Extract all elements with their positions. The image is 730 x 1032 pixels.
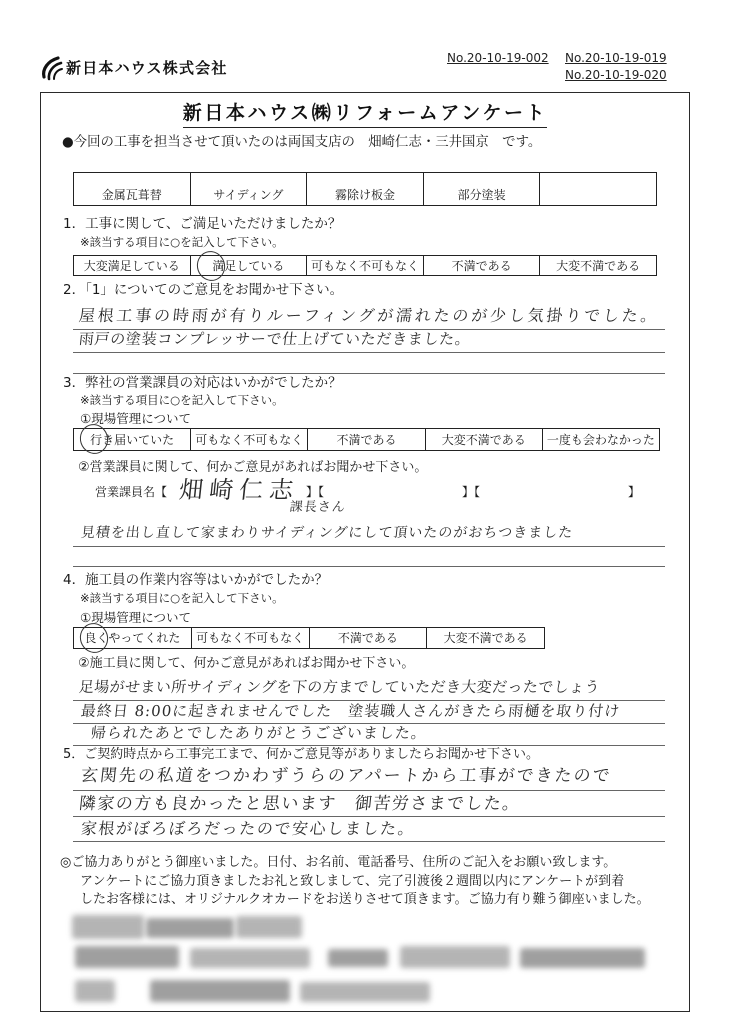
q4-handwritten-comment: 足場がせまい所サイディングを下の方までしていただき大変だったでしょう xyxy=(77,678,601,696)
q4-option: 大変不満である xyxy=(426,628,544,648)
redaction-blob xyxy=(400,946,510,968)
work-type-cell: 金属瓦葺替 xyxy=(101,188,162,202)
work-type-cell: サイディング xyxy=(190,173,307,205)
sales-name-bracket: 】【 xyxy=(462,485,481,499)
company-name: 新日本ハウス株式会社 xyxy=(66,59,228,77)
document-number: No.20-10-19-020 xyxy=(565,68,667,82)
sales-name-bracket: 】 xyxy=(628,485,641,499)
q2-handwritten-answer: 屋根工事の時雨が有りルーフィングが濡れたのが少し気掛りでした。 xyxy=(77,306,661,325)
q2-question: 2．「1」についてのご意見をお聞かせ下さい。 xyxy=(63,282,344,298)
work-type-cell: 霧除け板金 xyxy=(306,173,423,205)
footer-note-line: アンケートにご協力頂きましたお礼と致しまして、完了引渡後２週間以内にアンケートが到着 xyxy=(80,874,625,889)
intro-text: ●今回の工事を担当させて頂いたのは両国支店の 畑崎仁志・三井国京 です。 xyxy=(62,135,542,150)
redaction-blob xyxy=(236,916,302,938)
q4-handwritten-comment: 帰られたあとでしたありがとうございました。 xyxy=(89,724,428,742)
work-types-table xyxy=(73,172,657,206)
answer-line xyxy=(73,841,665,842)
redaction-blob xyxy=(328,949,388,967)
q4-question: 4．施工員の作業内容等はいかがでしたか？ xyxy=(63,572,329,588)
q3-option: 可もなく不可もなく xyxy=(190,429,307,450)
q3-option: 行き届いていた xyxy=(74,429,190,450)
work-type-cell-empty xyxy=(539,173,656,205)
q4-handwritten-comment: 最終日 8:00に起きれませんでした 塗装職人さんがきたら雨樋を取り付け xyxy=(79,702,622,720)
q1-note: ※該当する項目に○を記入して下さい。 xyxy=(80,235,284,249)
answer-line xyxy=(73,745,665,746)
q3-comment-heading: ②営業課員に関して、何かご意見があればお聞かせ下さい。 xyxy=(78,460,428,475)
q1-option: 大変満足している xyxy=(83,258,180,273)
answer-line xyxy=(73,566,665,567)
q3-options xyxy=(73,428,660,451)
q3-sub-heading: ①現場管理について xyxy=(80,411,191,426)
q5-handwritten-comment: 玄関先の私道をつかわずうらのアパートから工事ができたので xyxy=(79,766,613,786)
q5-handwritten-comment: 隣家の方も良かったと思います 御苦労さまでした。 xyxy=(77,794,522,814)
answer-line xyxy=(73,546,665,547)
q1-options xyxy=(73,255,657,276)
redaction-blob xyxy=(72,915,144,939)
q4-note: ※該当する項目に○を記入して下さい。 xyxy=(80,591,284,605)
q3-option: 一度も会わなかった xyxy=(542,429,659,450)
q4-option: 良くやってくれた xyxy=(74,628,191,648)
q4-sub-heading: ①現場管理について xyxy=(80,610,191,625)
answer-line xyxy=(73,700,665,701)
q3-handwritten-comment: 見積を出し直して家まわりサイディングにして頂いたのがおちつきました xyxy=(79,525,575,541)
answer-line xyxy=(73,723,665,724)
redaction-blob xyxy=(75,946,179,968)
footer-note-line: ◎ご協力ありがとう御座いました。日付、お名前、電話番号、住所のご記入をお願い致します。 xyxy=(60,855,617,870)
document-number: No.20-10-19-002 xyxy=(447,51,549,65)
redaction-blob xyxy=(190,948,310,968)
q3-option: 大変不満である xyxy=(425,429,542,450)
q5-question: 5．ご契約時点から工事完工まで、何かご意見等がありましたらお聞かせ下さい。 xyxy=(63,747,540,762)
q1-option: 不満である xyxy=(423,256,540,275)
answer-line xyxy=(73,352,665,353)
redaction-blob xyxy=(300,982,430,1002)
q3-option: 不満である xyxy=(307,429,424,450)
sales-name-bracket: 】【 xyxy=(306,485,325,499)
survey-title xyxy=(40,104,690,123)
q1-question: 1．工事に関して、ご満足いただけましたか？ xyxy=(63,216,342,232)
redaction-blob xyxy=(146,918,234,938)
footer-note-line: したお客様には、オリジナルクオカードをお送りさせて頂きます。ご協力有り難う御座いました。 xyxy=(80,892,650,907)
company-logo-icon xyxy=(40,55,64,81)
sales-name-handwritten: 畑崎仁志 xyxy=(177,476,301,504)
q1-option: 大変不満である xyxy=(539,256,656,275)
redaction-blob xyxy=(150,980,290,1002)
answer-line xyxy=(73,373,665,374)
q1-option: 可もなく不可もなく xyxy=(306,256,423,275)
q4-options xyxy=(73,627,545,649)
sales-name-label: 営業課員名【 xyxy=(95,485,168,499)
answer-line xyxy=(73,816,665,817)
survey-title-text: 新日本ハウス㈱リフォームアンケート xyxy=(183,102,548,128)
q4-option: 不満である xyxy=(309,628,427,648)
redaction-blob xyxy=(520,948,645,968)
answer-line xyxy=(73,790,665,791)
q4-comment-heading: ②施工員に関して、何かご意見があればお聞かせ下さい。 xyxy=(78,656,415,671)
q5-handwritten-comment: 家根がぼろぼろだったので安心しました。 xyxy=(79,819,417,838)
q2-handwritten-answer: 雨戸の塗装コンプレッサーで仕上げていただきました。 xyxy=(77,330,472,348)
redaction-blob xyxy=(75,980,115,1002)
answer-line xyxy=(73,329,665,330)
sales-title-handwritten: 課長さん xyxy=(288,500,347,515)
q3-note: ※該当する項目に○を記入して下さい。 xyxy=(80,393,284,407)
q1-option: 満足している xyxy=(190,256,307,275)
document-number: No.20-10-19-019 xyxy=(565,51,667,65)
q4-option: 可もなく不可もなく xyxy=(191,628,309,648)
work-type-cell: 部分塗装 xyxy=(423,173,540,205)
q3-question: 3．弊社の営業課員の対応はいかがでしたか？ xyxy=(63,375,342,391)
